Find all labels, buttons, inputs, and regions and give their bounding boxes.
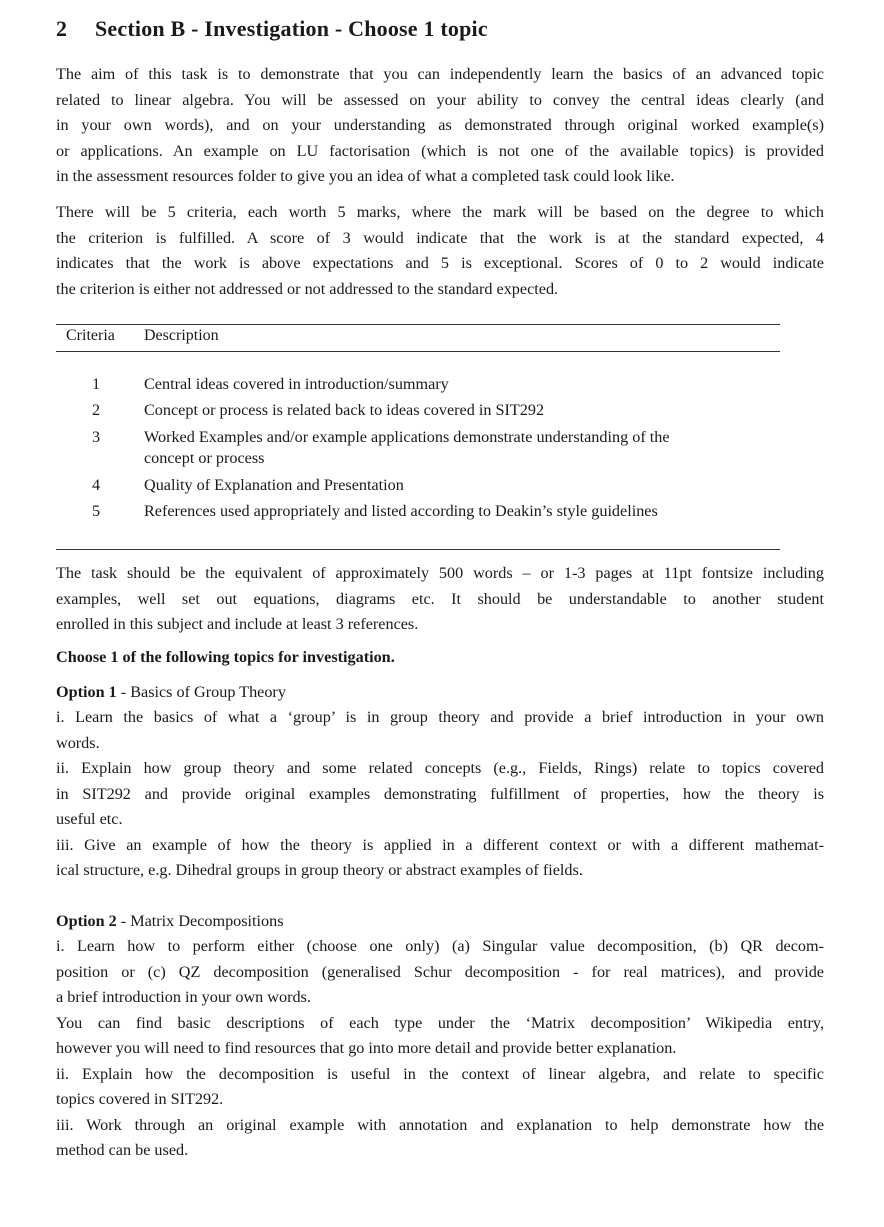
section-heading xyxy=(56,16,488,42)
option-line: iii. Work through an original example with annotation and explanation to help demonstrate how the xyxy=(56,1115,824,1134)
criteria-number: 1 xyxy=(91,375,101,393)
option-title-text: - Basics of Group Theory xyxy=(116,683,286,701)
criteria-description xyxy=(144,427,780,469)
intro-line: related to linear algebra. You will be assessed on your ability to convey the central ideas clearly (and xyxy=(56,90,824,109)
option-line: topics covered in SIT292. xyxy=(56,1090,224,1108)
criteria-number: 3 xyxy=(91,428,101,446)
intro-line: in the assessment resources folder to give you an idea of what a completed task could look like. xyxy=(56,167,675,185)
option-line: ical structure, e.g. Dihedral groups in group theory or abstract examples of fields. xyxy=(56,861,583,879)
criteria-intro-line: There will be 5 criteria, each worth 5 marks, where the mark will be based on the degree to which xyxy=(56,203,824,221)
option-line: however you will need to find resources that go into more detail and provide better explanation. xyxy=(56,1039,677,1057)
section-number: 2 xyxy=(56,16,68,41)
length-note-line: The task should be the equivalent of approximately 500 words – or 1-3 pages at 11pt fontsize including xyxy=(56,564,824,582)
table-header-rule xyxy=(56,351,780,352)
criteria-number: 4 xyxy=(91,476,101,494)
criteria-description: References used appropriately and listed according to Deakin’s style guidelines xyxy=(144,502,658,520)
option-line: method can be used. xyxy=(56,1141,189,1159)
intro-line: in your own words), and on your understanding as demonstrated through original worked example(s) xyxy=(56,116,824,134)
option-line: words. xyxy=(56,733,100,752)
criteria-intro-line: indicates that the work is above expectations and 5 is exceptional. Scores of 0 to 2 would indicate xyxy=(56,254,824,272)
option-1-body xyxy=(56,705,824,884)
option-2-title xyxy=(56,909,284,935)
criteria-number: 2 xyxy=(91,401,101,419)
option-1-title xyxy=(56,680,286,706)
intro-paragraph xyxy=(56,62,824,190)
length-note-paragraph xyxy=(56,561,824,638)
option-line: a brief introduction in your own words. xyxy=(56,988,311,1006)
header-description: Description xyxy=(144,327,219,344)
criteria-intro-line: the criterion is fulfilled. A score of 3 would indicate that the work is at the standard expected, 4 xyxy=(56,228,824,247)
length-note-line: examples, well set out equations, diagrams etc. It should be understandable to another student xyxy=(56,589,824,608)
option-line: ii. Explain how the decomposition is useful in the context of linear algebra, and relate to specific xyxy=(56,1064,824,1083)
criteria-intro-paragraph xyxy=(56,200,824,302)
option-line: position or (c) QZ decomposition (generalised Schur decomposition - for real matrices), and provide xyxy=(56,962,824,981)
header-criteria: Criteria xyxy=(66,327,115,344)
option-label: Option 1 xyxy=(56,683,117,701)
option-line: in SIT292 and provide original examples demonstrating fulfillment of properties, how the theory is xyxy=(56,784,824,803)
intro-line: The aim of this task is to demonstrate that you can independently learn the basics of an advanced topic xyxy=(56,65,824,83)
criteria-intro-line: the criterion is either not addressed or not addressed to the standard expected. xyxy=(56,279,559,298)
option-line: You can find basic descriptions of each type under the ‘Matrix decomposition’ Wikipedia entry, xyxy=(56,1013,824,1032)
length-note-line: enrolled in this subject and include at least 3 references. xyxy=(56,615,419,633)
choose-topic-heading: Choose 1 of the following topics for investigation. xyxy=(56,648,395,666)
option-2-body xyxy=(56,934,824,1164)
option-label: Option 2 xyxy=(56,912,117,930)
option-line: ii. Explain how group theory and some related concepts (e.g., Fields, Rings) relate to topics covered xyxy=(56,759,824,777)
option-line: i. Learn the basics of what a ‘group’ is in group theory and provide a brief introduction in your own xyxy=(56,708,824,726)
section-title: Section B - Investigation - Choose 1 topic xyxy=(95,16,488,41)
table-bottom-rule xyxy=(56,549,780,550)
option-title-text: - Matrix Decompositions xyxy=(116,912,284,930)
criteria-description: Concept or process is related back to ideas covered in SIT292 xyxy=(144,401,545,419)
criteria-description-line: concept or process xyxy=(144,449,265,467)
criteria-number: 5 xyxy=(91,502,101,520)
criteria-description-line: Worked Examples and/or example applications demonstrate understanding of the xyxy=(144,428,670,446)
option-line: useful etc. xyxy=(56,810,123,828)
intro-line: or applications. An example on LU factorisation (which is not one of the available topics) is provided xyxy=(56,141,824,160)
criteria-description: Central ideas covered in introduction/summary xyxy=(144,375,449,393)
criteria-description: Quality of Explanation and Presentation xyxy=(144,476,404,494)
option-line: i. Learn how to perform either (choose one only) (a) Singular value decomposition, (b) QR decom- xyxy=(56,937,824,955)
table-top-rule xyxy=(56,324,780,325)
option-line: iii. Give an example of how the theory is applied in a different context or with a different mathemat- xyxy=(56,835,824,854)
